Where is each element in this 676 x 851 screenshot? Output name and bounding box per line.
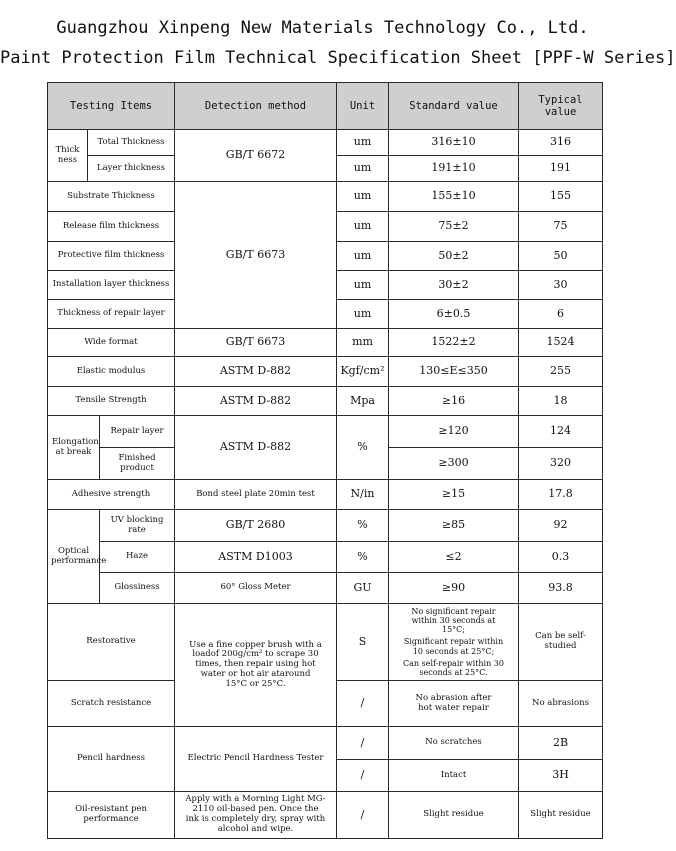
- unit-cell: um: [337, 212, 389, 242]
- table-row: [48, 727, 603, 760]
- standard-cell: 6±0.5: [389, 300, 519, 329]
- item-label: Haze: [100, 542, 175, 573]
- header-testing-items: Testing Items: [48, 83, 175, 130]
- method-cell: Apply with a Morning Light MG-2110 oil-based pen. Once the ink is completely dry, spray with alcohol and wipe.: [175, 792, 337, 839]
- unit-cell: %: [337, 542, 389, 573]
- table-row: [48, 182, 603, 212]
- unit-cell: um: [337, 300, 389, 329]
- header-typical-value: Typical value: [519, 83, 603, 130]
- standard-cell: ≥120: [389, 416, 519, 448]
- item-label: Adhesive strength: [48, 480, 175, 510]
- method-cell: GB/T 6673: [175, 329, 337, 357]
- method-cell: ASTM D-882: [175, 357, 337, 387]
- standard-cell: ≥90: [389, 573, 519, 604]
- item-label: Thickness of repair layer: [48, 300, 175, 329]
- typical-cell: 124: [519, 416, 603, 448]
- typical-cell: 6: [519, 300, 603, 329]
- standard-cell: Intact: [389, 760, 519, 792]
- standard-cell: 30±2: [389, 271, 519, 300]
- method-cell: GB/T 6672: [175, 130, 337, 182]
- standard-cell: 50±2: [389, 242, 519, 271]
- unit-cell: /: [337, 760, 389, 792]
- typical-cell: 0.3: [519, 542, 603, 573]
- standard-cell: 130≤E≤350: [389, 357, 519, 387]
- method-cell: ASTM D1003: [175, 542, 337, 573]
- typical-cell: 255: [519, 357, 603, 387]
- standard-cell: ≥85: [389, 510, 519, 542]
- item-label: Scratch resistance: [48, 681, 175, 727]
- table-row: [48, 792, 603, 839]
- item-label: Oil-resistant pen performance: [48, 792, 175, 839]
- table-row: [48, 480, 603, 510]
- header-unit: Unit: [337, 83, 389, 130]
- thickness-group-label: Thickness: [48, 130, 88, 182]
- item-label: Tensile Strength: [48, 387, 175, 416]
- item-label: Release film thickness: [48, 212, 175, 242]
- standard-cell: Slight residue: [389, 792, 519, 839]
- typical-cell: Slight residue: [519, 792, 603, 839]
- unit-cell: mm: [337, 329, 389, 357]
- optical-group-label: Optical performance: [48, 510, 100, 604]
- unit-cell: um: [337, 130, 389, 156]
- typical-cell: 30: [519, 271, 603, 300]
- item-label: Installation layer thickness: [48, 271, 175, 300]
- table-row: [48, 387, 603, 416]
- item-label: Layer thickness: [88, 156, 175, 182]
- table-row: [48, 573, 603, 604]
- standard-cell: 155±10: [389, 182, 519, 212]
- typical-cell: 92: [519, 510, 603, 542]
- typical-cell: 93.8: [519, 573, 603, 604]
- standard-cell: ≥300: [389, 448, 519, 480]
- unit-cell: %: [337, 510, 389, 542]
- unit-cell: um: [337, 242, 389, 271]
- header-detection-method: Detection method: [175, 83, 337, 130]
- table-row: [48, 357, 603, 387]
- table-row: [48, 416, 603, 448]
- table-row: [48, 542, 603, 573]
- standard-cell: 1522±2: [389, 329, 519, 357]
- typical-cell: 155: [519, 182, 603, 212]
- unit-cell: Kgf/cm²: [337, 357, 389, 387]
- item-label: Repair layer: [100, 416, 175, 448]
- standard-cell: 75±2: [389, 212, 519, 242]
- method-cell: ASTM D-882: [175, 416, 337, 480]
- typical-cell: No abrasions: [519, 681, 603, 727]
- item-label: Restorative: [48, 604, 175, 681]
- typical-cell: 1524: [519, 329, 603, 357]
- company-title: Guangzhou Xinpeng New Materials Technology Co., Ltd.: [56, 18, 589, 38]
- unit-cell: /: [337, 727, 389, 760]
- typical-cell: 75: [519, 212, 603, 242]
- method-cell: ASTM D-882: [175, 387, 337, 416]
- item-label: UV blocking rate: [100, 510, 175, 542]
- unit-cell: GU: [337, 573, 389, 604]
- item-label: Substrate Thickness: [48, 182, 175, 212]
- typical-cell: 191: [519, 156, 603, 182]
- item-label: Glossiness: [100, 573, 175, 604]
- unit-cell: um: [337, 271, 389, 300]
- item-label: Wide format: [48, 329, 175, 357]
- item-label: Protective film thickness: [48, 242, 175, 271]
- standard-cell: ≤2: [389, 542, 519, 573]
- sheet-title: Paint Protection Film Technical Specification Sheet [PPF-W Series]: [0, 48, 676, 68]
- method-cell: GB/T 6673: [175, 182, 337, 329]
- table-row: [48, 329, 603, 357]
- typical-cell: 316: [519, 130, 603, 156]
- unit-cell: um: [337, 182, 389, 212]
- method-cell: Electric Pencil Hardness Tester: [175, 727, 337, 792]
- typical-cell: Can be self-studied: [519, 604, 603, 681]
- standard-cell: ≥15: [389, 480, 519, 510]
- unit-cell: %: [337, 416, 389, 480]
- standard-cell: ≥16: [389, 387, 519, 416]
- header-standard-value: Standard value: [389, 83, 519, 130]
- method-cell: Use a fine copper brush with a loadof 200g/cm² to scrape 30 times, then repair using hot water or hot air ataround 15°C or 25°C.: [175, 604, 337, 727]
- typical-cell: 320: [519, 448, 603, 480]
- table-row: [48, 130, 603, 156]
- elongation-group-label: Elongation at break: [48, 416, 100, 480]
- standard-cell: No abrasion after hot water repair: [389, 681, 519, 727]
- restorative-standard-line: No significant repair within 30 seconds at 15°C;: [411, 606, 496, 635]
- unit-cell: um: [337, 156, 389, 182]
- standard-cell: No scratches: [389, 727, 519, 760]
- method-cell: GB/T 2680: [175, 510, 337, 542]
- method-cell: Bond steel plate 20min test: [175, 480, 337, 510]
- typical-cell: 50: [519, 242, 603, 271]
- item-label: Finished product: [100, 448, 175, 480]
- table-row: [48, 510, 603, 542]
- method-cell: 60° Gloss Meter: [175, 573, 337, 604]
- standard-cell: [389, 604, 519, 681]
- standard-cell: 316±10: [389, 130, 519, 156]
- typical-cell: 2B: [519, 727, 603, 760]
- unit-cell: S: [337, 604, 389, 681]
- item-label: Pencil hardness: [48, 727, 175, 792]
- unit-cell: Mpa: [337, 387, 389, 416]
- typical-cell: 3H: [519, 760, 603, 792]
- typical-cell: 17.8: [519, 480, 603, 510]
- typical-cell: 18: [519, 387, 603, 416]
- item-label: Total Thickness: [88, 130, 175, 156]
- standard-cell: 191±10: [389, 156, 519, 182]
- spec-table: [47, 82, 603, 839]
- item-label: Elastic modulus: [48, 357, 175, 387]
- unit-cell: /: [337, 792, 389, 839]
- unit-cell: /: [337, 681, 389, 727]
- header-row: [48, 83, 603, 130]
- table-row: [48, 604, 603, 681]
- unit-cell: N/in: [337, 480, 389, 510]
- restorative-standard-line: Can self-repair within 30 seconds at 25°C.: [403, 658, 504, 677]
- restorative-standard-line: Significant repair within 10 seconds at 25°C;: [403, 637, 504, 656]
